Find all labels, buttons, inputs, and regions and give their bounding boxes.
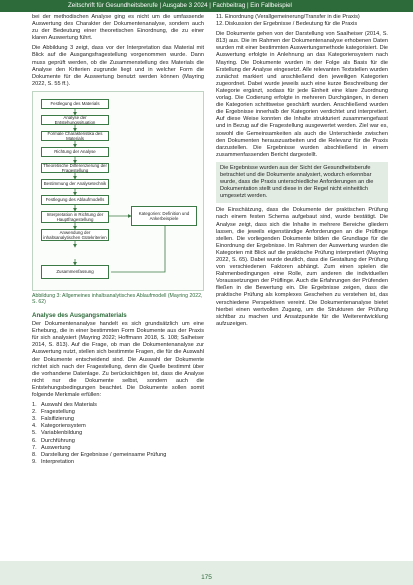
- section-subhead: Analyse des Ausgangsmaterials: [32, 311, 127, 319]
- left-column: [32, 14, 204, 466]
- list-item: 9. Interpretation: [32, 458, 74, 465]
- list-item: 5. Variablenbildung: [32, 430, 83, 437]
- list-item: 3. Falsifizierung: [32, 416, 74, 423]
- list-item: 4. Kategoriensystem: [32, 423, 86, 430]
- figure-caption: Abbildung 3: Allgemeines inhaltsanalytisches Ablaufmodell (Mayring 2022, S. 62): [32, 292, 203, 306]
- left-paragraph-3: Der Dokumentenanalyse handelt es sich grundsätzlich um eine Erhebung, die in einer bestimmten Form Dokumente aus der Praxis für sich analysiert (Mayring 2022; Hoffmann 2018, S. 108; Salheiser 2014, S. 813). Auf die Frage, ob man die Dokumentenanalyse zur Auswertung nutzt, stellen sich bestimmte Fragen, die für die Auswahl der Dokumente entscheidend sind. Die Auswahl der Dokumente richtet sich nach der Fragestellung, denn die Quelle bestimmt über die vorhandene Datenlage. Zu berücksichtigen ist, dass die Analyse nicht nur die Dokumente selbst, sondern auch die Entstehungsbedingungen beachtet. Die Dokumente sollen somit folgende Merkmale erfüllen:: [32, 321, 204, 398]
- highlight-box: [216, 162, 388, 203]
- right-paragraph-1: Die Dokumente gehen von der Darstellung von Saalheiser (2014, S. 813) aus. Die im Rahmen der Dokumentenanalyse erhobenen Daten wurden mit einer bestimmten Auswertungsmethode kategorisiert. Die Auswertung erfolgte in Anlehnung an das Kategoriensystem nach Mayring. Die Dokumente wurden in der Folge als Basis für die Erstellung der Analyse eingesetzt. Alle relevanten Textstellen wurden zunächst markiert und anschließend den jeweiligen Kategorien zugeordnet. Dabei wurde jeweils auch eine kurze Beschreibung der Kategorie ergänzt, sodass für jede Einheit eine klare Zuordnung vorlag. Die Codierung erfolgte in mehreren Durchgängen, in denen die Kategorien schrittweise geschärft wurden. Anschließend wurden die Ergebnisse innerhalb der Kategorien verdichtet und interpretiert. Auf diese Weise konnten die Inhalte strukturiert zusammengefasst und in Bezug auf die Fragestellung ausgewertet werden. Ziel war es, sowohl die Gemeinsamkeiten als auch die Unterschiede zwischen den Dokumenten herauszuarbeiten und die Relevanz für die Praxis darzustellen. Die Ergebnisse wurden abschließend in einem zusammenfassenden Bericht dargestellt.: [216, 31, 388, 158]
- running-header: [0, 0, 413, 12]
- left-paragraph-2: Die Abbildung 3 zeigt, dass vor der Interpretation das Material mit Blick auf die Ausgangsfragestellung vorgenommen wurde. Dann muss geprüft werden, ob die Zusammenstellung des Materials die Analyse den Kriterien zugrunde liegt und in welcher Form die Dokumente für die Auswertung benutzt werden können (Mayring 2022, S. 55 ff.).: [32, 45, 204, 87]
- list-item: 11. Einordnung (Verallgemeinerung/Transfer in die Praxis): [216, 14, 360, 20]
- list-item: 8. Darstellung der Ergebnisse / gemeinsame Prüfung: [32, 451, 167, 458]
- running-header-text: Zeitschrift für Gesundheitsberufe | Ausgabe 3 2024 | Fachbeitrag | Ein Fallbeispiel: [68, 2, 292, 9]
- figure-box-5: Theoretische Differenzierung der Fragestellung: [41, 163, 109, 173]
- list-item: 1. Auswahl des Materials: [32, 402, 97, 409]
- highlight-box-text: Die Ergebnisse wurden aus der Sicht der Gesundheitsberufe betrachtet und die Dokumente analysiert, wodurch erkennbar wurde, dass die Praxis unterschiedliche Anforderungen an die Dokumentation stellt und diese in der Regel nicht einheitlich umgesetzt werden.: [220, 164, 374, 200]
- figure-box-11: Zusammenfassung: [41, 265, 109, 279]
- figure-box-8: Interpretation in Richtung der Hauptfragestellung: [41, 211, 109, 223]
- page-number: 175: [201, 574, 212, 581]
- list-item: 2. Fragestellung: [32, 409, 75, 416]
- figure-box-side: Kategorien: Definition und Ankerbeispiele: [131, 206, 197, 226]
- figure-box-7: Festlegung des Ablaufmodells: [41, 195, 109, 205]
- page-footer: [0, 561, 413, 585]
- figure-box-3: Formale Charakteristika des Materials: [41, 131, 109, 141]
- right-column: [216, 14, 388, 331]
- criteria-list-continued: [216, 14, 388, 28]
- figure-box-2: Analyse der Entstehungssituation: [41, 115, 109, 125]
- figure-box-9: Anwendung der inhaltsanalytischen Gütekriterien: [41, 229, 109, 241]
- criteria-list: [32, 402, 204, 466]
- figure-box-1: Festlegung des Materials: [41, 99, 109, 109]
- process-model-figure: [32, 91, 204, 291]
- figure-box-6: Bestimmung der Analysetechnik: [41, 179, 109, 189]
- right-paragraph-2: Die Einschätzung, dass die Dokumente der praktischen Prüfung nach einem festen Schema aufgebaut sind, wurde bestätigt. Die Analyse zeigt, dass sich die Inhalte in mehrere Bereiche gliedern lassen, die jeweils eigenständige Anforderungen an die Prüflinge stellen. Die vorliegenden Dokumente bilden die Grundlage für die Einordnung der Ergebnisse. Im Rahmen der Auswertung wurden die Kategorien mit Blick auf die praktische Prüfung interpretiert (Mayring 2022, S. 65). Dabei wurde deutlich, dass die Gestaltung der Prüfung von verschiedenen Faktoren abhängt. Zum einen spielen die Rahmenbedingungen eine Rolle, zum anderen die individuellen Voraussetzungen der Prüflinge. Auch die Erfahrungen der Prüfenden fließen in die Bewertung ein. Die Ergebnisse zeigen, dass die praktische Prüfung als komplexes Geschehen zu verstehen ist, das verschiedene Perspektiven vereint. Die Dokumentenanalyse bietet hierbei einen wertvollen Zugang, um die Strukturen der Prüfung sichtbar zu machen und Ansatzpunkte für die Weiterentwicklung aufzuzeigen.: [216, 207, 388, 327]
- figure-box-4: Richtung der Analyse: [41, 147, 109, 157]
- list-item: 6. Durchführung: [32, 437, 75, 444]
- list-item: 7. Auswertung: [32, 444, 71, 451]
- list-item: 12. Diskussion der Ergebnisse / Bedeutung für die Praxis: [216, 21, 358, 28]
- left-intro-paragraph: bei der methodischen Analyse ging es nicht um die umfassende Auswertung des Charakter der Dokumentenanalyse, sondern auch zu der Bedeutung einer theoretischen Einordnung, die zu einer klaren Auswertung führt.: [32, 14, 204, 42]
